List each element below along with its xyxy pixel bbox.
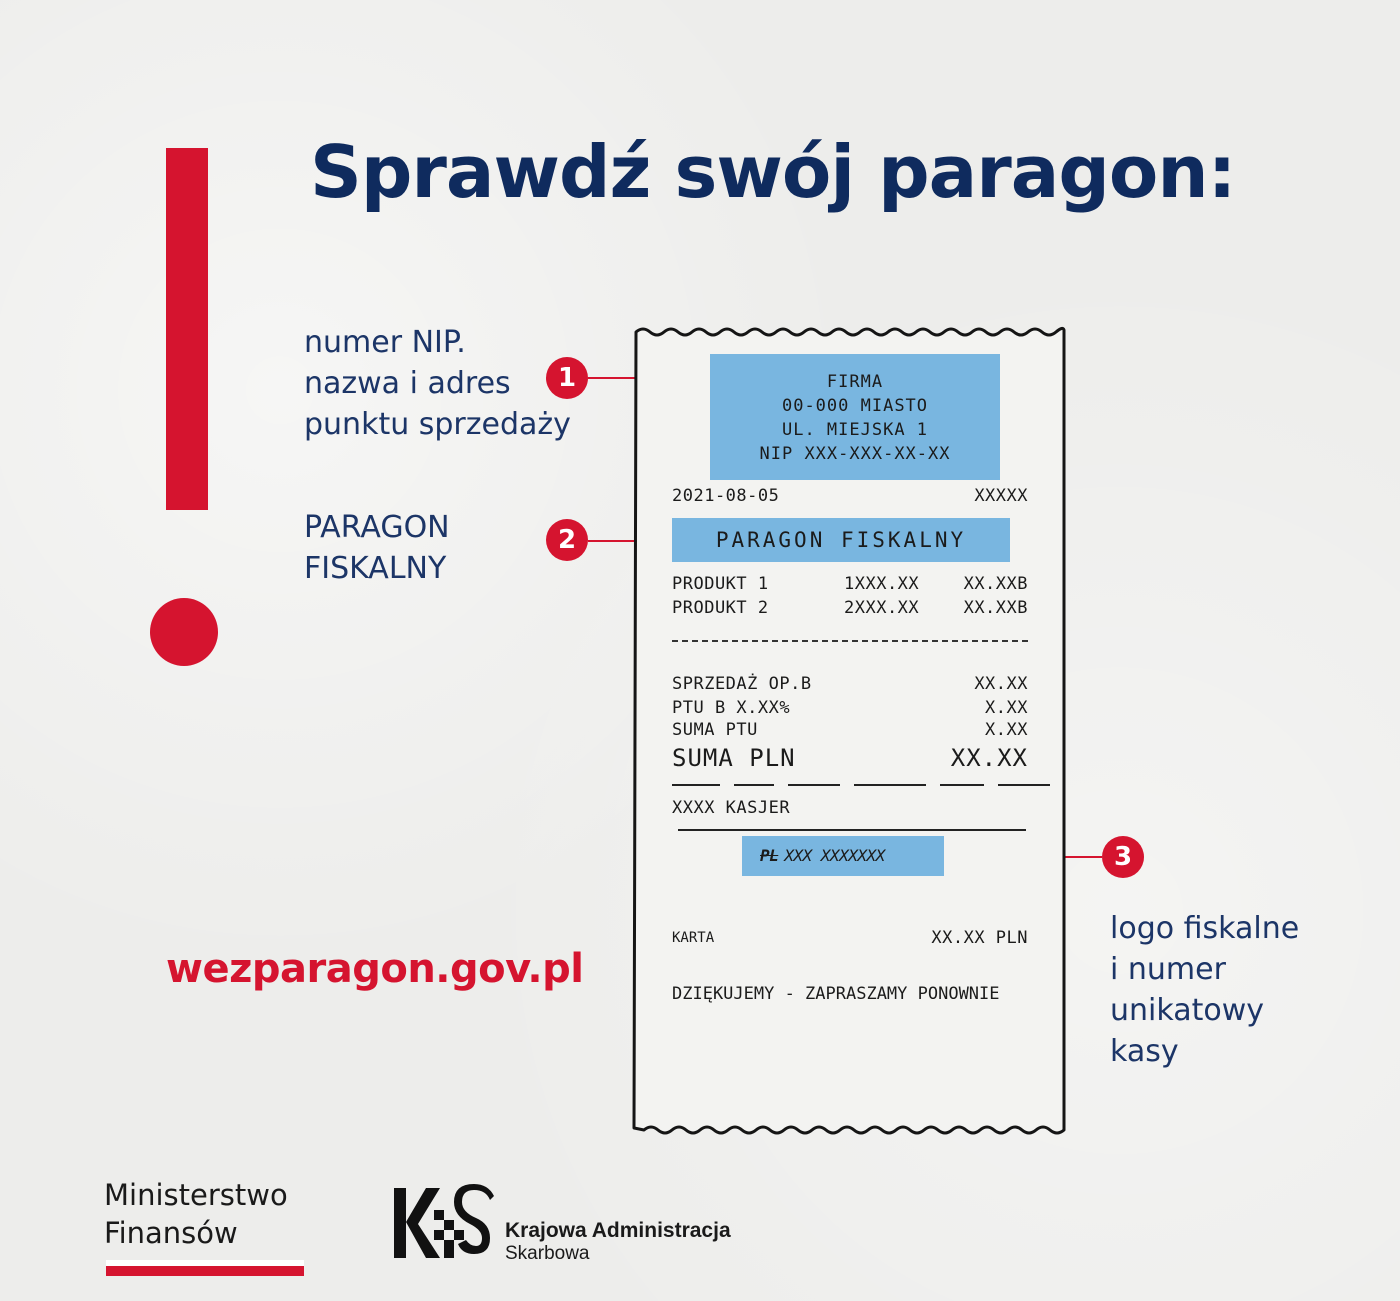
receipt-total-value: X.XX — [985, 698, 1028, 718]
callout-label-1: numer NIP. nazwa i adres punktu sprzedaży — [304, 325, 571, 442]
receipt-sum-label: SUMA PLN — [672, 744, 796, 772]
callout-badge-3: 3 — [1102, 836, 1144, 878]
callout-badge-2: 2 — [546, 519, 588, 561]
callout-label-2: PARAGON FISKALNY — [304, 510, 450, 586]
receipt-payment-label: KARTA — [672, 930, 715, 946]
receipt-total-label: PTU B X.XX% — [672, 698, 791, 718]
receipt-payment-value: XX.XX PLN — [931, 928, 1028, 948]
receipt-doc-number: XXXXX — [974, 486, 1028, 506]
receipt-street: UL. MIEJSKA 1 — [781, 420, 929, 440]
receipt-item-total: XX.XXB — [963, 574, 1028, 594]
receipt-company: FIRMA — [826, 372, 884, 392]
receipt-title: PARAGON FISKALNY — [715, 528, 967, 552]
flag-red-stripe — [106, 1266, 304, 1276]
receipt-item-price: 1XXX.XX — [844, 574, 920, 594]
page-title: Sprawdź swój paragon: — [310, 130, 1236, 214]
kas-logo-icon — [392, 1184, 496, 1262]
website-link[interactable]: wezparagon.gov.pl — [166, 946, 584, 992]
receipt-total-label: SPRZEDAŻ OP.B — [672, 674, 812, 694]
receipt-nip: NIP XXX-XXX-XX-XX — [759, 444, 951, 464]
receipt-sum-value: XX.XX — [950, 744, 1028, 772]
callout-badge-1: 1 — [546, 357, 588, 399]
receipt-item-total: XX.XXB — [963, 598, 1028, 618]
kas-name-line1: Krajowa Administracja — [505, 1219, 731, 1242]
exclamation-dot — [150, 598, 218, 666]
kas-name-line2: Skarbowa — [505, 1243, 590, 1264]
receipt-solid-divider — [678, 829, 1026, 831]
receipt-item-name: PRODUKT 2 — [672, 598, 769, 618]
receipt-dashed-divider — [672, 640, 1028, 642]
receipt-total-value: X.XX — [985, 720, 1028, 740]
receipt-item-name: PRODUKT 1 — [672, 574, 769, 594]
callout-label-3: logo fiskalne i numer unikatowy kasy — [1110, 911, 1300, 1069]
receipt-total-value: XX.XX — [974, 674, 1028, 694]
receipt-total-label: SUMA PTU — [672, 720, 758, 740]
receipt-footer-text: DZIĘKUJEMY - ZAPRASZAMY PONOWNIE — [672, 984, 1000, 1004]
receipt-city: 00-000 MIASTO — [781, 396, 929, 416]
fiscal-logo-icon: PL — [760, 846, 779, 865]
receipt-date: 2021-08-05 — [672, 486, 780, 506]
receipt-cashier: XXXX KASJER — [672, 798, 791, 818]
receipt-item-price: 2XXX.XX — [844, 598, 920, 618]
fiscal-logo — [760, 846, 885, 865]
fiscal-number: XXX XXXXXXX — [784, 846, 885, 865]
ministry-logo-text: Ministerstwo Finansów — [104, 1178, 288, 1250]
exclamation-bar — [166, 148, 208, 510]
